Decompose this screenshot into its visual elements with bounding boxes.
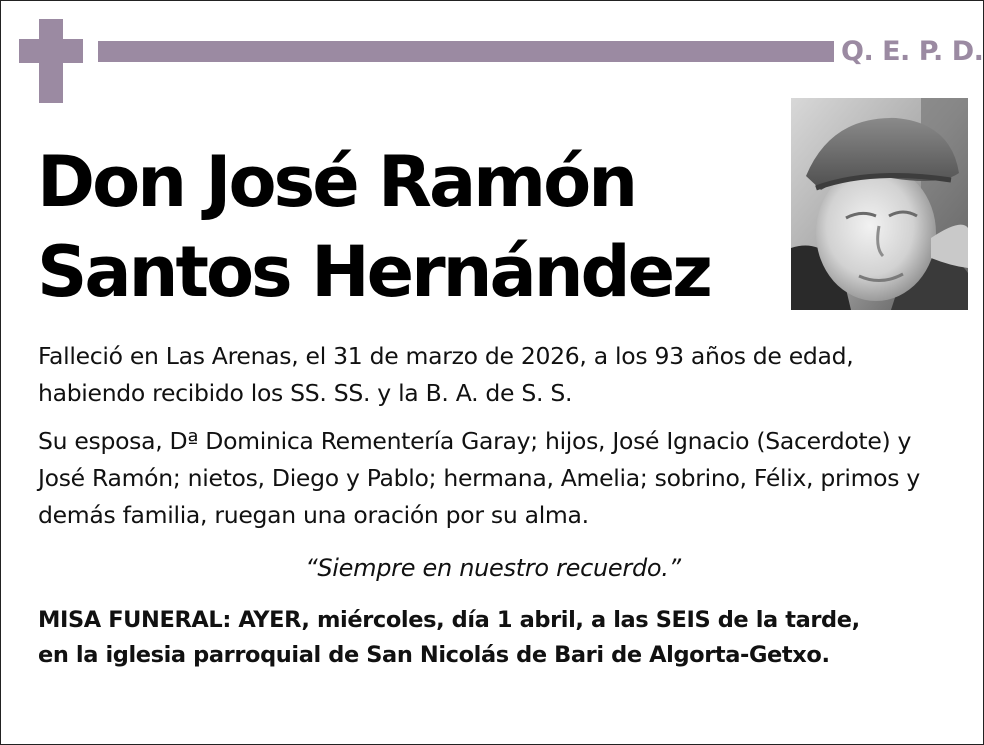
memorial-quote: “Siempre en nuestro recuerdo.” [305,554,681,582]
deceased-name-line-2: Santos Hernández [37,231,710,313]
family-paragraph: Su esposa, Dª Dominica Rementería Garay; hijos, José Ignacio (Sacerdote) y José Ramón; nietos, Diego y Pablo; hermana, Amelia; sobrino, Félix, primos y demás familia, ruegan una oración por su alma. [38,427,920,529]
death-notice-paragraph: Falleció en Las Arenas, el 31 de marzo de 2026, a los 93 años de edad, habiendo recibido los SS. SS. y la B. A. de S. S. [38,342,854,407]
qepd-label: Q. E. P. D. [841,36,984,67]
deceased-name [37,137,777,317]
funeral-mass-notice [38,603,968,673]
funeral-mass-line-1: MISA FUNERAL: AYER, miércoles, día 1 abril, a las SEIS de la tarde, [38,607,860,633]
cross-horizontal-bar [19,39,83,63]
header-rule [98,41,834,62]
funeral-mass-line-2: en la iglesia parroquial de San Nicolás de Bari de Algorta-Getxo. [38,642,830,668]
portrait-photo [791,98,968,310]
portrait-photo-image [791,98,968,310]
deceased-name-line-1: Don José Ramón [37,141,636,223]
